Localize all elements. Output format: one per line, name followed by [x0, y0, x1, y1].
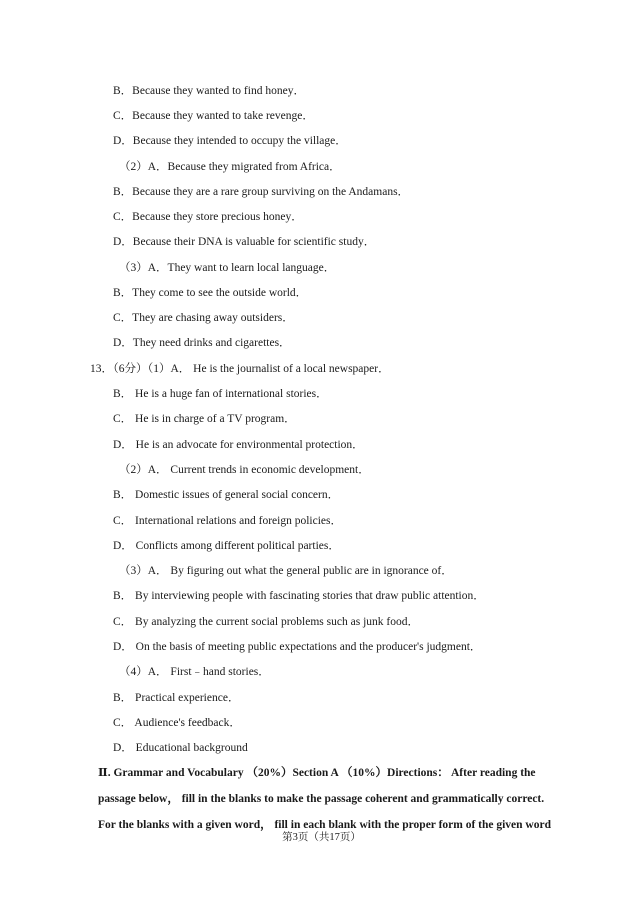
option-3d: D．They need drinks and cigarettes．: [113, 337, 291, 349]
option-13-3d: D． On the basis of meeting public expectations and the producer's judgment．: [113, 641, 482, 653]
option-13-4b: B． Practical experience．: [113, 692, 240, 704]
question-2a: （2）A．Because they migrated from Africa．: [119, 161, 341, 173]
option-3b: B．They come to see the outside world．: [113, 287, 308, 299]
option-1d: D．Because they intended to occupy the village．: [113, 135, 347, 147]
page-footer: 第3页（共17页）: [282, 832, 361, 843]
option-13-1b: B． He is a huge fan of international stories．: [113, 388, 328, 400]
option-13-4d: D． Educational background: [113, 742, 248, 754]
section-heading: Ⅱ. Grammar and Vocabulary （20%）Section A （10%）Directions： After reading the: [98, 767, 536, 779]
section-directions-line-2: passage below， fill in the blanks to make the passage coherent and grammatically correct.: [98, 793, 545, 805]
option-1b: B．Because they wanted to find honey．: [113, 85, 305, 97]
section-directions-line-3: For the blanks with a given word， fill in each blank with the proper form of the given word: [98, 819, 551, 831]
question-13-1a: 13．（6分）（1）A． He is the journalist of a local newspaper．: [90, 363, 390, 375]
option-1c: C．Because they wanted to take revenge．: [113, 110, 314, 122]
option-13-2c: C． International relations and foreign policies．: [113, 515, 342, 527]
option-13-3c: C． By analyzing the current social problems such as junk food．: [113, 616, 419, 628]
question-3a: （3）A．They want to learn local language．: [119, 262, 336, 274]
question-13-3a: （3）A． By figuring out what the general public are in ignorance of．: [119, 565, 453, 577]
option-13-4c: C． Audience's feedback．: [113, 717, 241, 729]
option-13-2d: D． Conflicts among different political parties．: [113, 540, 340, 552]
option-13-1c: C． He is in charge of a TV program．: [113, 413, 296, 425]
option-2c: C．Because they store precious honey．: [113, 211, 303, 223]
option-13-3b: B． By interviewing people with fascinating stories that draw public attention．: [113, 590, 485, 602]
option-2b: B．Because they are a rare group surviving on the Andamans．: [113, 186, 410, 198]
option-13-1d: D． He is an advocate for environmental protection．: [113, 439, 364, 451]
option-3c: C．They are chasing away outsiders．: [113, 312, 294, 324]
question-13-2a: （2）A． Current trends in economic development．: [119, 464, 370, 476]
question-13-4a: （4）A． First﹣hand stories．: [119, 666, 270, 678]
option-13-2b: B． Domestic issues of general social concern．: [113, 489, 340, 501]
option-2d: D．Because their DNA is valuable for scientific study．: [113, 236, 376, 248]
